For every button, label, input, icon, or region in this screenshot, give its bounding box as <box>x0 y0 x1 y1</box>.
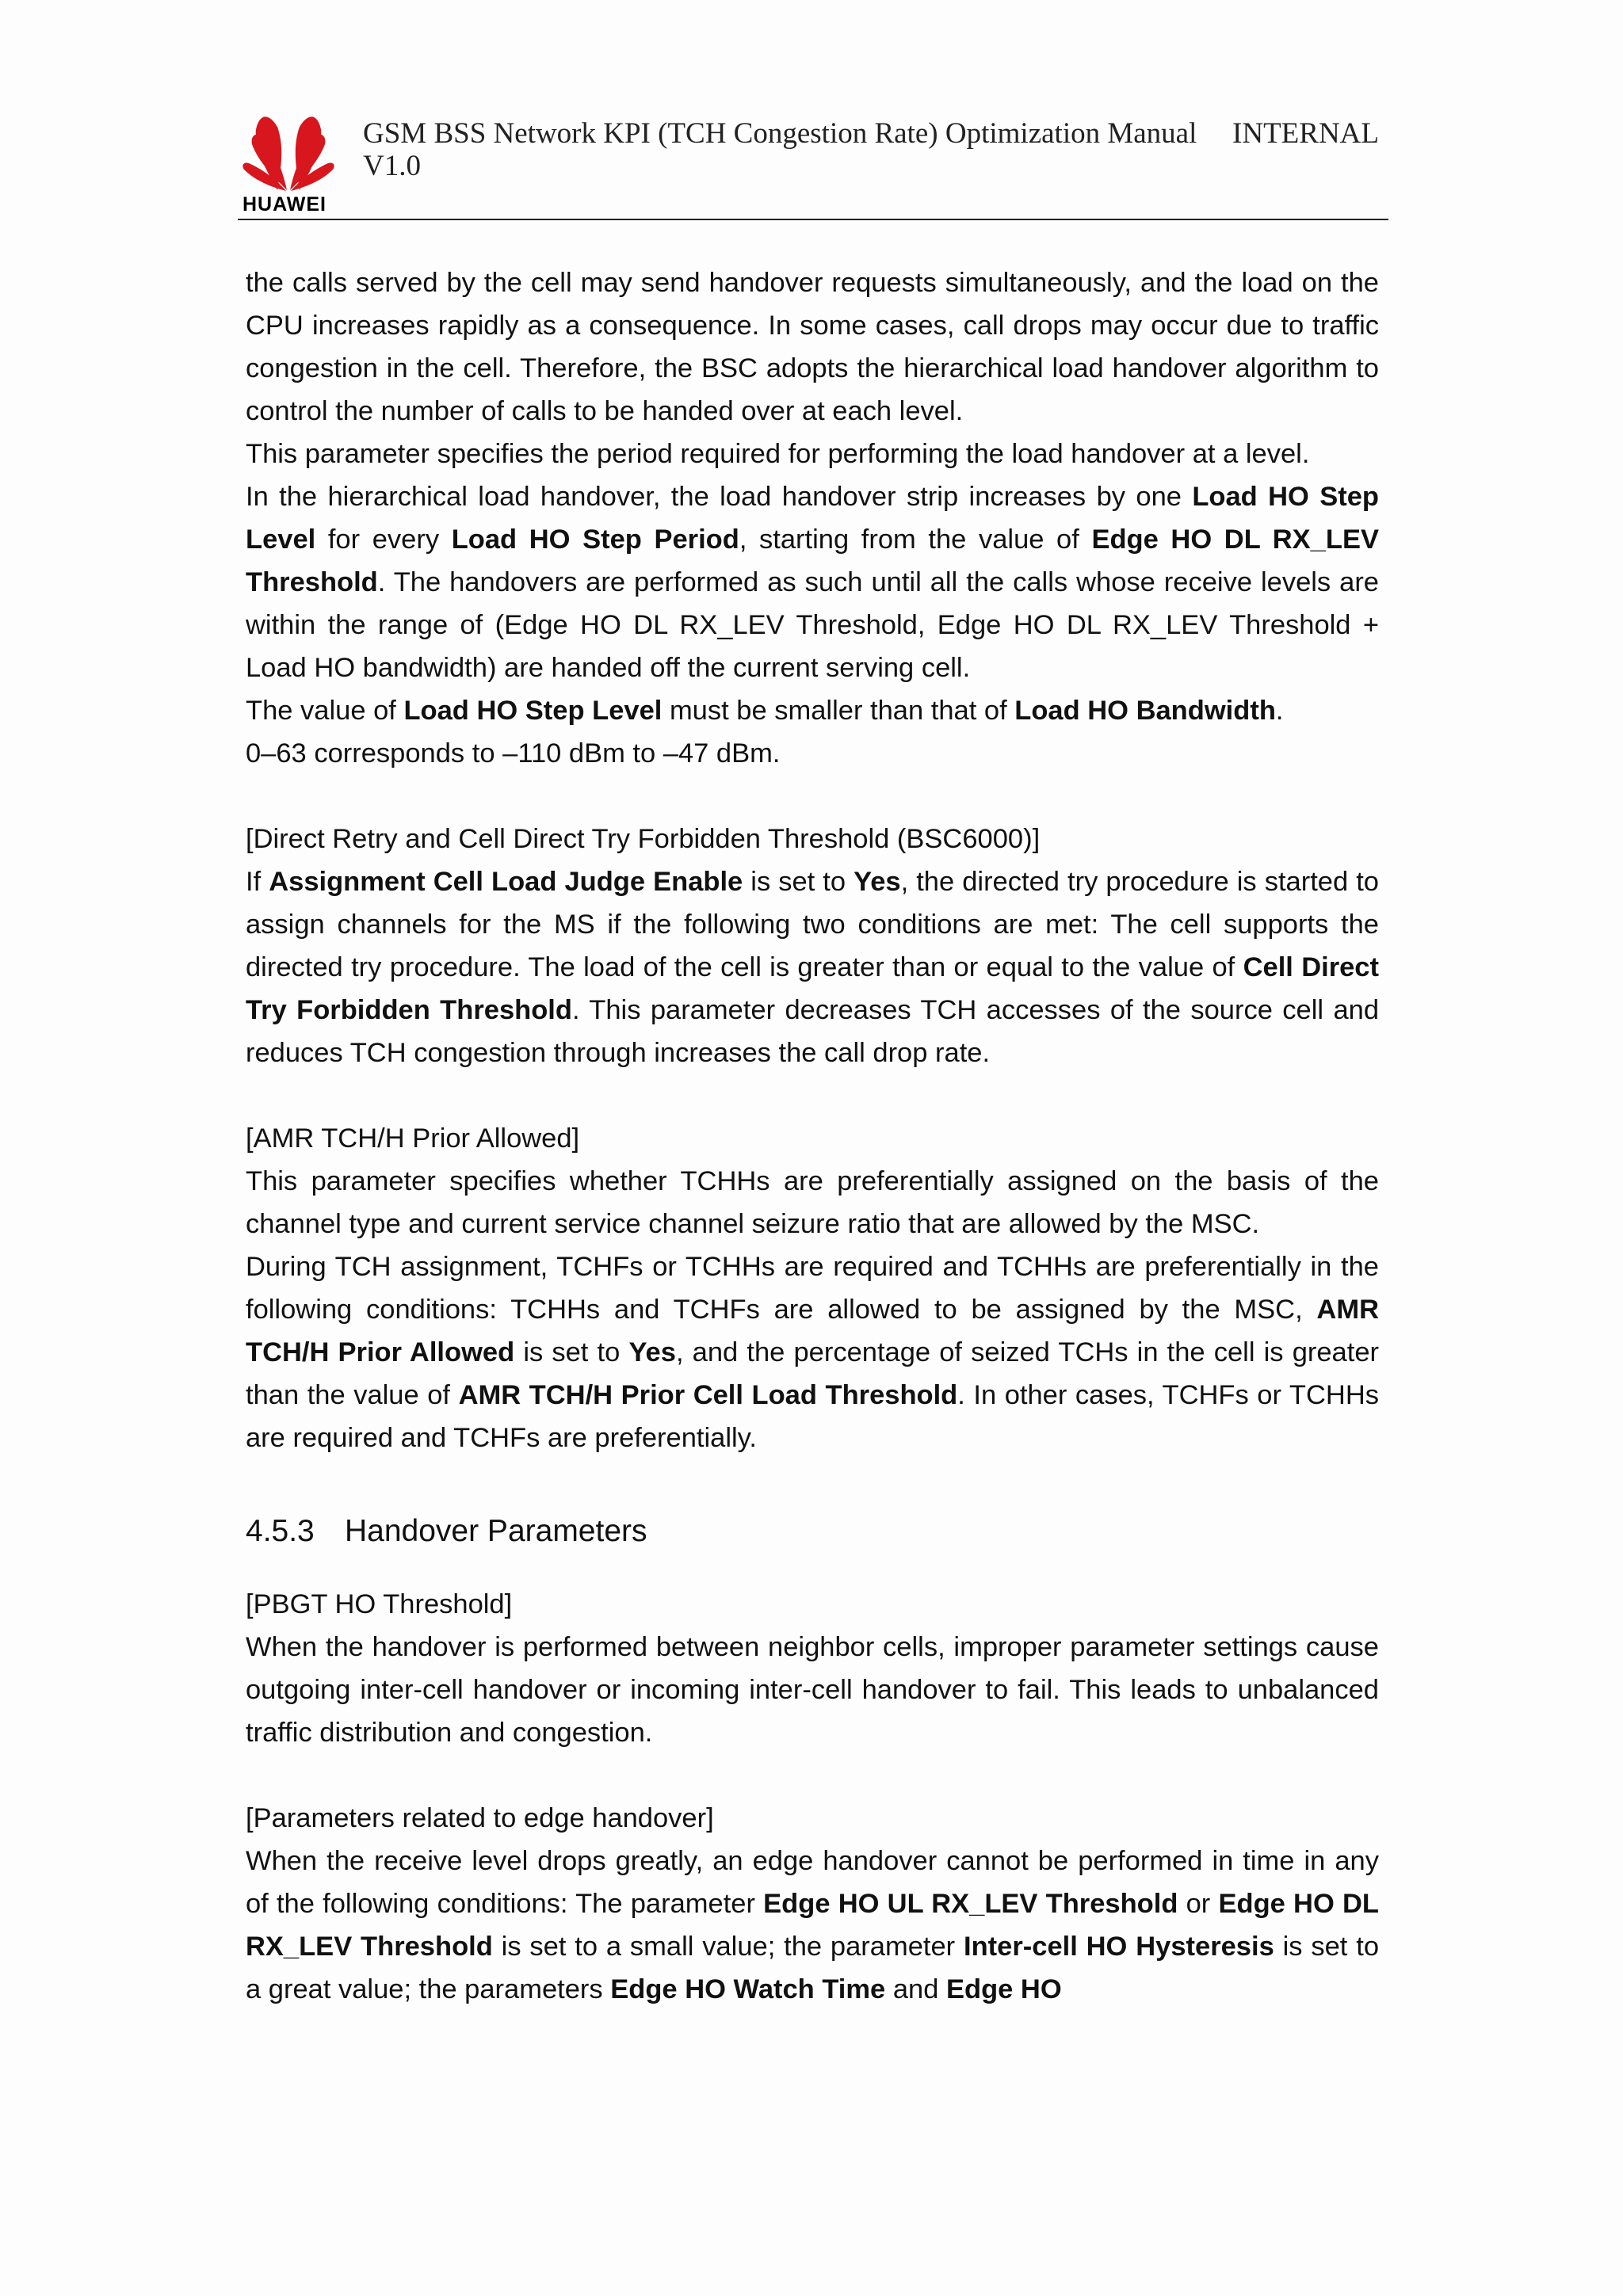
section-heading <box>246 1510 1379 1553</box>
spacer <box>246 1754 1379 1797</box>
paragraph <box>246 689 1379 732</box>
parameter-name: Inter-cell HO Hysteresis <box>964 1932 1274 1962</box>
text-run: . <box>1275 696 1284 726</box>
spacer <box>246 1074 1379 1117</box>
document-title-line-1: GSM BSS Network KPI (TCH Congestion Rate) Optimization Manual <box>363 117 1197 150</box>
text-run: When the receive level drops greatly, an edge handover cannot be performed in time in any of the following conditions: The parameter <box>246 1846 1379 1919</box>
text-run: is set to <box>514 1337 629 1367</box>
text-run: is set to <box>743 867 854 897</box>
text-run: or <box>1178 1889 1219 1919</box>
parameter-name: Cell Direct Try Forbidden Threshold <box>246 952 1379 1025</box>
parameter-value: Yes <box>628 1337 676 1367</box>
text-run: . This parameter decreases TCH accesses of the source cell and reduces TCH congestion through increases the call drop rate. <box>246 995 1380 1068</box>
text-run: , starting from the value of <box>739 524 1092 555</box>
paragraph: When the handover is performed between neighbor cells, improper parameter settings cause outgoing inter-cell handover or incoming inter-cell handover to fail. This leads to unbalanced traffic distribution and congestion. <box>246 1632 1379 1748</box>
text-run: The value of <box>246 696 404 726</box>
subsection-title: [PBGT HO Threshold] <box>246 1589 513 1619</box>
classification-label: INTERNAL <box>1232 117 1379 150</box>
page-header <box>238 105 1388 220</box>
header-rule <box>238 219 1388 220</box>
paragraph: This parameter specifies the period required for performing the load handover at a level. <box>246 439 1310 469</box>
parameter-name: Edge HO UL RX_LEV Threshold <box>763 1889 1178 1919</box>
subsection-title: [AMR TCH/H Prior Allowed] <box>246 1123 580 1154</box>
huawei-petals-icon <box>241 113 336 192</box>
text-run: . In other cases, TCHFs or TCHHs are required and TCHFs are preferentially. <box>246 1380 1379 1453</box>
parameter-value: Yes <box>854 867 901 897</box>
paragraph <box>246 475 1379 689</box>
text-run: and <box>885 1974 946 2004</box>
paragraph <box>246 1245 1379 1459</box>
huawei-logo <box>241 113 344 215</box>
text-run: must be smaller than that of <box>662 696 1015 726</box>
text-run: In the hierarchical load handover, the load handover strip increases by one <box>246 482 1193 512</box>
text-run: During TCH assignment, TCHFs or TCHHs are required and TCHHs are preferentially in the following conditions: TCHHs and TCHFs are allowed to be assigned by the MSC, <box>246 1252 1379 1325</box>
subsection-title: [Parameters related to edge handover] <box>246 1803 714 1833</box>
parameter-name: Load HO Bandwidth <box>1014 696 1276 726</box>
spacer <box>246 775 1379 818</box>
text-run: is set to a small value; the parameter <box>492 1932 964 1962</box>
parameter-name: Edge HO DL RX_LEV Threshold <box>246 1889 1379 1962</box>
parameter-name: Edge HO DL RX_LEV Threshold <box>246 524 1379 597</box>
parameter-name: Assignment Cell Load Judge Enable <box>269 867 743 897</box>
parameter-name: Load HO Step Period <box>451 524 739 555</box>
section-title: Handover Parameters <box>345 1514 647 1548</box>
parameter-name: Edge HO <box>945 1974 1062 2004</box>
text-run: is set to a great value; the parameters <box>246 1932 1379 2004</box>
section-number: 4.5.3 <box>246 1514 315 1548</box>
text-run: for every <box>315 524 452 555</box>
text-run: . The handovers are performed as such until all the calls whose receive levels are within the range of (Edge HO DL RX_LEV Threshold, Edge HO DL RX_LEV Threshold + Load HO bandwidth) are handed off the current serving cell. <box>246 567 1379 683</box>
document-title <box>363 117 1197 182</box>
parameter-name: Load HO Step Level <box>246 482 1380 555</box>
paragraph: the calls served by the cell may send handover requests simultaneously, and the load on the CPU increases rapidly as a consequence. In some cases, call drops may occur due to traffic congestion in the cell. Therefore, the BSC adopts the hierarchical load handover algorithm to control the number of calls to be handed over at each level. <box>246 268 1379 426</box>
logo-wordmark: HUAWEI <box>242 193 327 215</box>
paragraph: 0–63 corresponds to –110 dBm to –47 dBm. <box>246 738 781 769</box>
document-version: V1.0 <box>363 150 421 182</box>
paragraph <box>246 860 1379 1074</box>
document-body <box>246 261 1379 2011</box>
parameter-name: Load HO Step Level <box>403 696 663 726</box>
text-run: , the directed try procedure is started to assign channels for the MS if the following two conditions are met: The cell supports the directed try procedure. The load of the cell is greater than or equal to the value of <box>246 867 1379 982</box>
parameter-name: Edge HO Watch Time <box>610 1974 886 2004</box>
text-run: If <box>246 867 269 897</box>
parameter-name: AMR TCH/H Prior Cell Load Threshold <box>458 1380 958 1410</box>
parameter-name: AMR TCH/H Prior Allowed <box>246 1295 1379 1367</box>
text-run: , and the percentage of seized TCHs in the cell is greater than the value of <box>246 1337 1380 1410</box>
paragraph: This parameter specifies whether TCHHs are preferentially assigned on the basis of the channel type and current service channel seizure ratio that are allowed by the MSC. <box>246 1166 1379 1239</box>
subsection-title: [Direct Retry and Cell Direct Try Forbidden Threshold (BSC6000)] <box>246 824 1041 854</box>
paragraph <box>246 1840 1379 2011</box>
